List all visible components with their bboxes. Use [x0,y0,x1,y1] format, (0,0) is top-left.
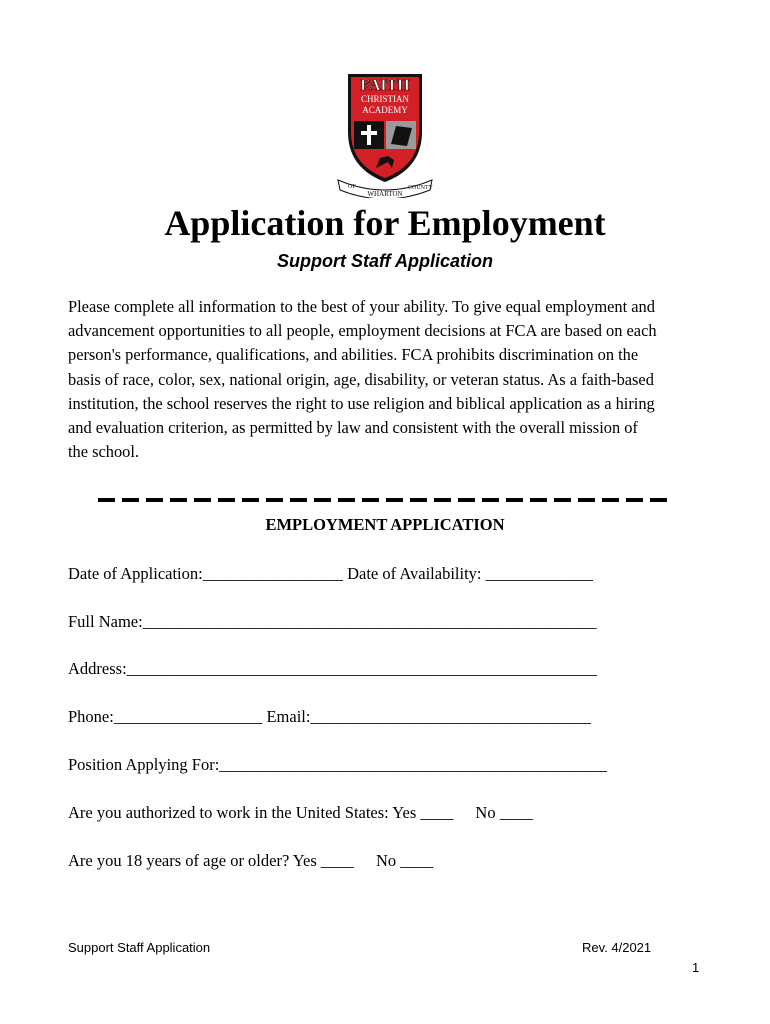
intro-paragraph [68,295,708,464]
full-name-field[interactable]: Full Name:_______________________________________________________ [68,612,597,631]
authorized-no-field[interactable]: No ____ [475,803,533,822]
svg-text:FAITH: FAITH [360,77,410,94]
age-row [68,851,433,871]
page-title: Application for Employment [164,203,606,243]
svg-text:CHRISTIAN: CHRISTIAN [360,94,410,104]
work-authorization-row [68,803,533,823]
svg-text:COUNTY: COUNTY [408,185,433,191]
section-heading: EMPLOYMENT APPLICATION [265,515,505,534]
date-fields-row [68,564,593,584]
dashed-divider [98,498,672,502]
svg-text:OF: OF [348,184,356,190]
intro-line: Please complete all information to the best of your ability. To give equal employment and [68,297,655,316]
page-subtitle: Support Staff Application [277,251,493,271]
contact-fields-row [68,707,591,727]
position-field[interactable]: Position Applying For:_______________________________________________ [68,755,608,774]
email-field[interactable]: Email:__________________________________ [266,707,591,726]
page-number: 1 [692,960,700,975]
intro-line: basis of race, color, sex, national origin, age, disability, or veteran status. As a faith-based [68,369,654,389]
age-no-field[interactable]: No ____ [375,851,434,870]
footer-left: Support Staff Application [68,940,211,955]
age-yes-field[interactable]: Are you 18 years of age or older? Yes ____ [68,851,354,870]
intro-line: institution, the school reserves the right to use religion and biblical application as a hiring [68,393,655,413]
footer-revision: Rev. 4/2021 [582,940,652,955]
address-field[interactable]: Address:_________________________________________________________ [68,659,597,678]
intro-line: and evaluation criterion, as permitted by law and consistent with the overall mission of [68,418,638,438]
svg-text:ACADEMY: ACADEMY [362,105,408,115]
phone-field[interactable]: Phone:__________________ [68,707,263,726]
intro-line: advancement opportunities to all people, employment decisions at FCA are based on each [68,321,657,341]
date-of-availability-field[interactable]: Date of Availability: _____________ [347,564,593,583]
date-of-application-field[interactable]: Date of Application:_________________ [68,564,343,583]
intro-line: the school. [68,442,140,462]
authorized-yes-field[interactable]: Are you authorized to work in the United States: Yes ____ [68,803,454,822]
svg-text:WHARTON: WHARTON [367,190,403,198]
intro-line: person's performance, qualifications, and abilities. FCA prohibits discrimination on the [68,345,639,365]
faith-christian-academy-logo [336,70,434,198]
